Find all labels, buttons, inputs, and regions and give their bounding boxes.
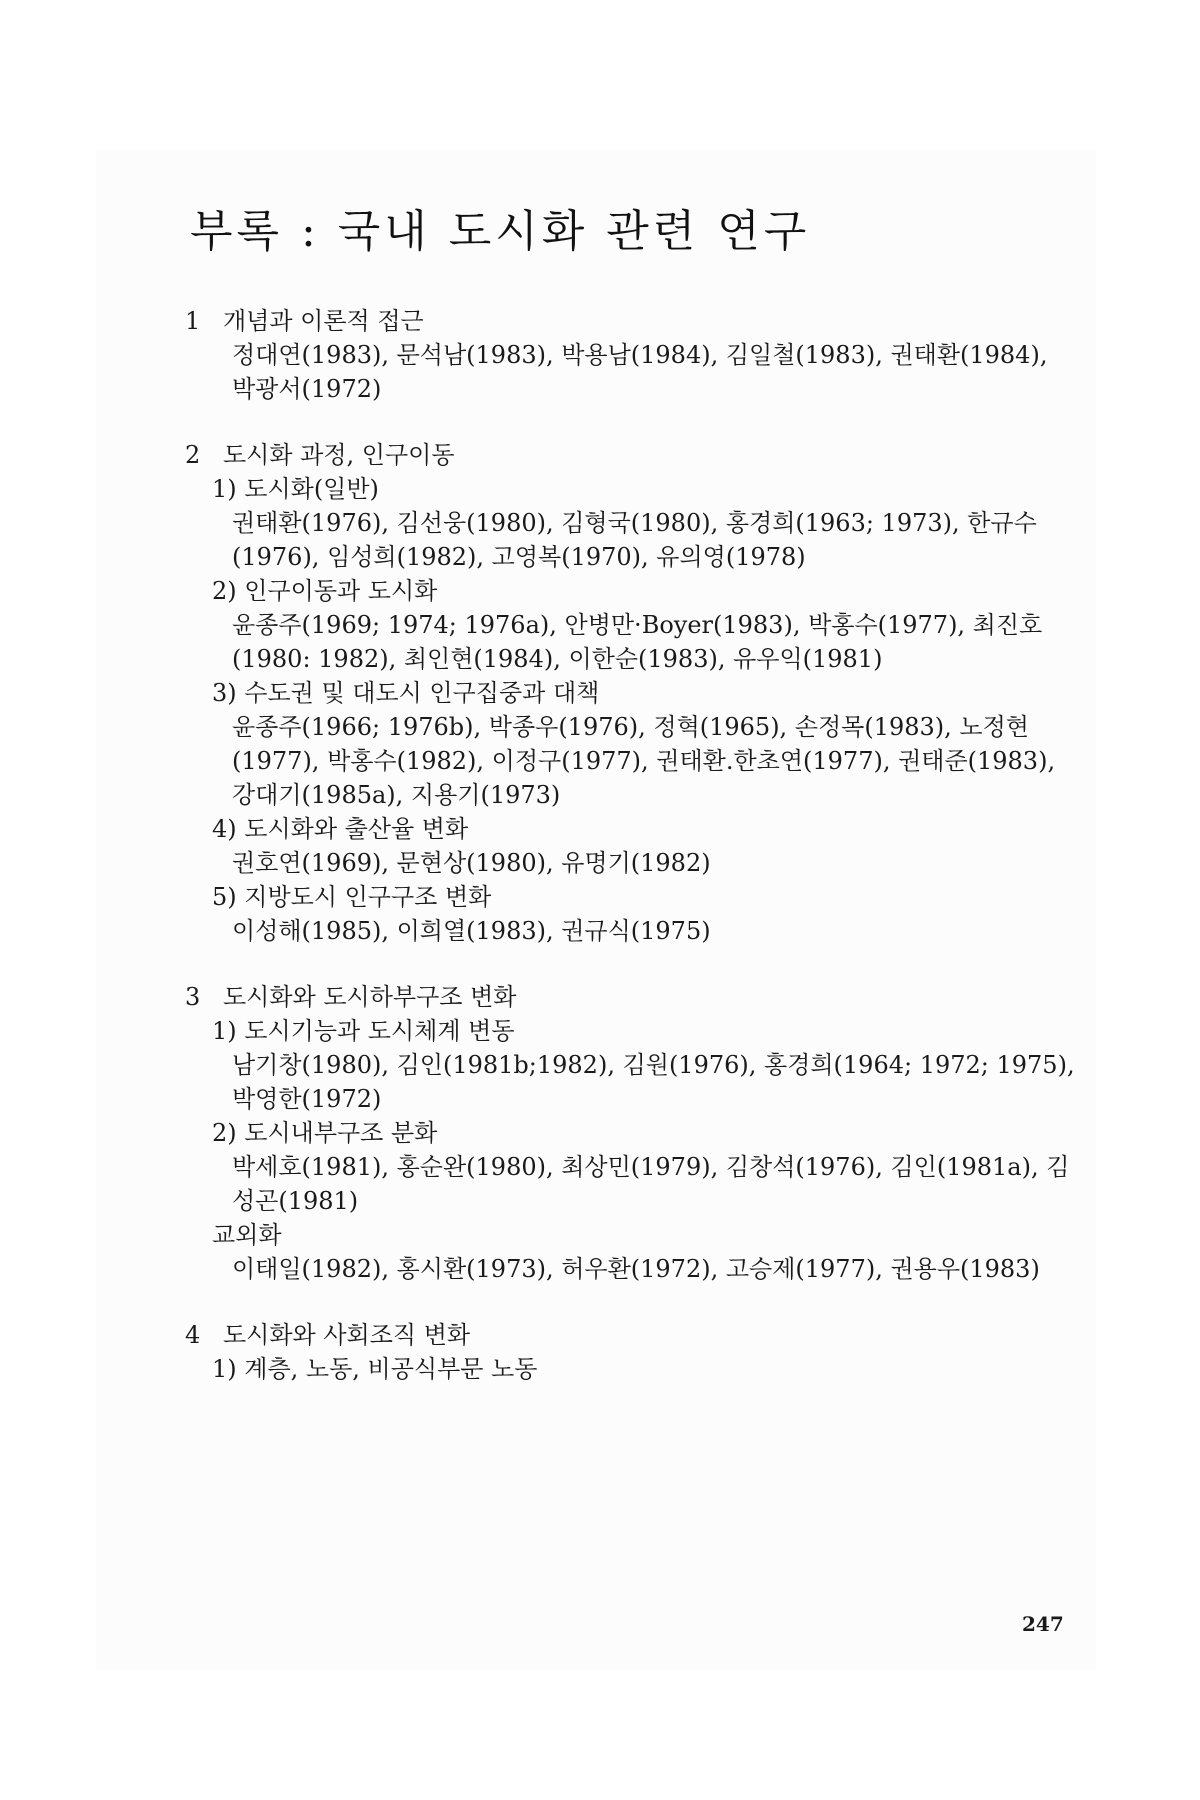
section-title: 도시화 과정, 인구이동 (223, 441, 455, 469)
reference-line: 윤종주(1966; 1976b), 박종우(1976), 정혁(1965), 손정목(1983), 노정현 (232, 713, 1029, 741)
reference-line: 이성해(1985), 이희열(1983), 권규식(1975) (232, 917, 711, 945)
reference-line: 강대기(1985a), 지용기(1973) (232, 781, 561, 809)
reference-line: 권태환(1976), 김선웅(1980), 김형국(1980), 홍경희(1963; 1973), 한규수 (232, 509, 1037, 537)
subsection-heading: 5) 지방도시 인구구조 변화 (212, 883, 492, 911)
reference-line: (1977), 박홍수(1982), 이정구(1977), 권태환.한초연(1977), 권태준(1983), (232, 747, 1056, 775)
subsection-heading: 1) 도시화(일반) (212, 475, 379, 503)
section-number: 3 (185, 983, 201, 1011)
subsection-heading: 2) 인구이동과 도시화 (212, 577, 438, 605)
reference-line: (1976), 임성희(1982), 고영복(1970), 유의영(1978) (232, 543, 806, 571)
section-heading (185, 1320, 470, 1350)
subsection-heading: 1) 도시기능과 도시체계 변동 (212, 1017, 515, 1045)
reference-line: 박세호(1981), 홍순완(1980), 최상민(1979), 김창석(1976), 김인(1981a), 김 (232, 1153, 1070, 1181)
page-title: 부록 : 국내 도시화 관련 연구 (190, 206, 811, 257)
section-number: 4 (185, 1321, 201, 1349)
reference-line: 정대연(1983), 문석남(1983), 박용남(1984), 김일철(1983), 권태환(1984), (232, 341, 1048, 369)
reference-line: 박광서(1972) (232, 375, 382, 403)
reference-line: 박영한(1972) (232, 1085, 382, 1113)
subsection-heading: 3) 수도권 및 대도시 인구집중과 대책 (212, 679, 600, 707)
section-heading (185, 440, 455, 470)
section-heading (185, 306, 424, 336)
section-title: 도시화와 사회조직 변화 (223, 1321, 471, 1349)
subsection-heading: 2) 도시내부구조 분화 (212, 1119, 438, 1147)
page-number: 247 (1022, 1612, 1064, 1636)
subsection-heading: 1) 계층, 노동, 비공식부문 노동 (212, 1355, 538, 1383)
reference-line: 성곤(1981) (232, 1187, 359, 1215)
subsection-heading: 교외화 (212, 1221, 282, 1249)
section-number: 2 (185, 441, 201, 469)
section-number: 1 (185, 307, 201, 335)
reference-line: 남기창(1980), 김인(1981b;1982), 김원(1976), 홍경희(1964; 1972; 1975), (232, 1051, 1075, 1079)
reference-line: 권호연(1969), 문현상(1980), 유명기(1982) (232, 849, 711, 877)
subsection-heading: 4) 도시화와 출산율 변화 (212, 815, 469, 843)
reference-line: 이태일(1982), 홍시환(1973), 허우환(1972), 고승제(1977), 권용우(1983) (232, 1255, 1040, 1283)
section-title: 도시화와 도시하부구조 변화 (223, 983, 517, 1011)
section-heading (185, 982, 516, 1012)
reference-line: (1980: 1982), 최인현(1984), 이한순(1983), 유우익(1981) (232, 645, 883, 673)
section-title: 개념과 이론적 접근 (223, 307, 424, 335)
reference-line: 윤종주(1969; 1974; 1976a), 안병만·Boyer(1983), 박홍수(1977), 최진호 (232, 611, 1043, 639)
